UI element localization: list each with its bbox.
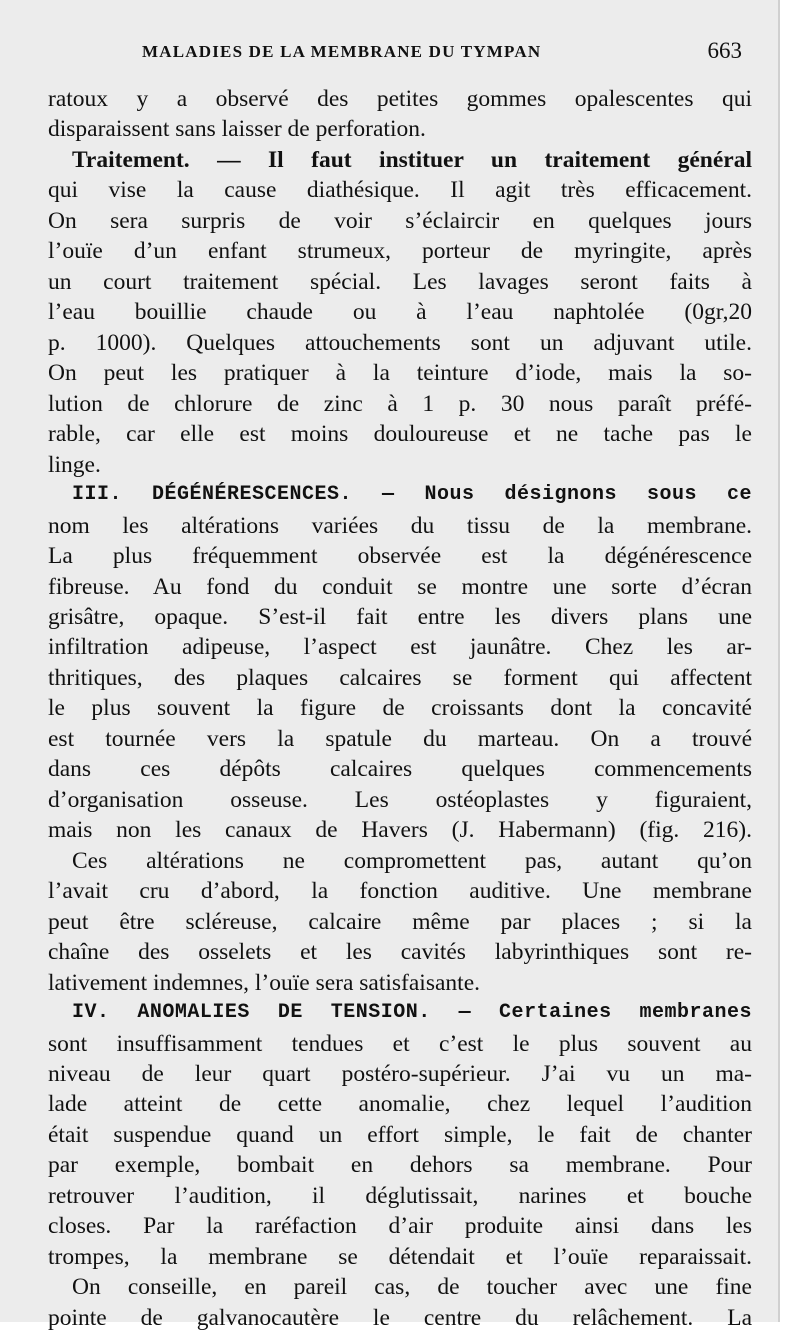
text-line: mais non les canaux de Havers (J. Habermann) (fig. 216). — [48, 817, 752, 844]
text-line: lativement indemnes, l’ouïe sera satisfaisante. — [48, 969, 480, 996]
page-number: 663 — [707, 38, 742, 63]
text-line: par exemple, bombait en dehors sa membrane. Pour — [48, 1152, 752, 1179]
text-line: fibreuse. Au fond du conduit se montre une sorte d’écran — [48, 573, 752, 600]
text-line: disparaissent sans laisser de perforation. — [48, 116, 426, 143]
text-line: grisâtre, opaque. S’est-il fait entre les divers plans une — [48, 603, 752, 630]
text-line: rable, car elle est moins douloureuse et ne tache pas le — [48, 421, 752, 448]
text-line: La plus fréquemment observée est la dégénérescence — [48, 543, 752, 570]
text-line: linge. — [48, 451, 101, 478]
body-text — [48, 84, 752, 1333]
text-line: closes. Par la raréfaction d’air produite ainsi dans les — [48, 1213, 752, 1240]
text-line: On peut les pratiquer à la teinture d’iode, mais la so- — [48, 360, 752, 387]
text-line: niveau de leur quart postéro-supérieur. J’ai vu un ma- — [48, 1061, 752, 1087]
running-head — [142, 38, 742, 68]
text-line: dans ces dépôts calcaires quelques commencements — [48, 756, 752, 783]
text-line: On sera surpris de voir s’éclaircir en quelques jours — [48, 207, 752, 234]
text-line: lution de chlorure de zinc à 1 p. 30 nous paraît préfé- — [48, 390, 752, 417]
text-line: retrouver l’audition, il déglutissait, narines et bouche — [48, 1182, 752, 1209]
section-heading-degenerescences: III. DÉGÉNÉRESCENCES. — Nous désignons sous ce — [72, 483, 752, 507]
text-line: thritiques, des plaques calcaires se forment qui affectent — [48, 664, 752, 691]
text-line: p. 1000). Quelques attouchements sont un adjuvant utile. — [48, 329, 752, 356]
text-line: sont insuffisamment tendues et c’est le plus souvent au — [48, 1030, 752, 1057]
text-line: ratoux y a observé des petites gommes opalescentes qui — [48, 86, 752, 112]
text-line: trompes, la membrane se détendait et l’ouïe reparaissait. — [48, 1243, 752, 1270]
text-line: l’ouïe d’un enfant strumeux, porteur de myringite, après — [48, 238, 752, 265]
paragraph-start-line: Ces altérations ne compromettent pas, autant qu’on — [72, 847, 752, 874]
text-line: lade atteint de cette anomalie, chez lequel l’audition — [48, 1091, 752, 1118]
section-heading-traitement: Traitement. — Il faut instituer un traitement général — [72, 146, 752, 173]
section-heading-anomalies-de-tension: IV. ANOMALIES DE TENSION. — Certaines membranes — [72, 1001, 752, 1025]
text-line: peut être scléreuse, calcaire même par places ; si la — [48, 908, 752, 935]
text-line: l’avait cru d’abord, la fonction auditive. Une membrane — [48, 878, 752, 905]
text-line: nom les altérations variées du tissu de la membrane. — [48, 512, 752, 539]
text-line: pointe de galvanocautère le centre du relâchement. La — [48, 1304, 752, 1331]
text-line: est tournée vers la spatule du marteau. On a trouvé — [48, 725, 752, 752]
running-title: MALADIES DE LA MEMBRANE DU TYMPAN — [142, 42, 542, 61]
text-line: qui vise la cause diathésique. Il agit très efficacement. — [48, 177, 752, 204]
paragraph-start-line: On conseille, en pareil cas, de toucher avec une fine — [72, 1274, 752, 1301]
text-line: était suspendue quand un effort simple, le fait de chanter — [48, 1121, 752, 1148]
text-line: chaîne des osselets et les cavités labyrinthiques sont re- — [48, 939, 752, 966]
text-line: d’organisation osseuse. Les ostéoplastes y figuraient, — [48, 786, 752, 813]
text-line: infiltration adipeuse, l’aspect est jaunâtre. Chez les ar- — [48, 634, 752, 661]
text-line: le plus souvent la figure de croissants dont la concavité — [48, 695, 752, 722]
text-line: l’eau bouillie chaude ou à l’eau naphtolée (0gr,20 — [48, 299, 752, 326]
text-line: un court traitement spécial. Les lavages seront faits à — [48, 268, 752, 295]
